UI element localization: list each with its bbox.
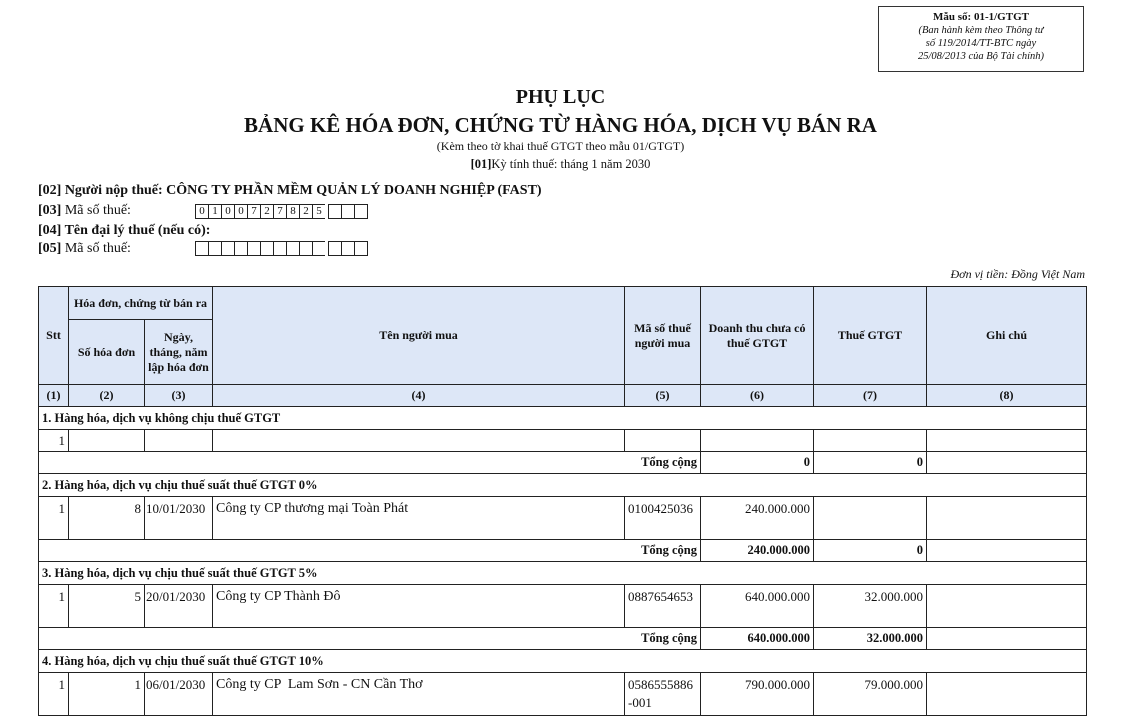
- agent-digit: [247, 241, 260, 256]
- agent-digit: [312, 241, 325, 256]
- total-vat: 0: [814, 540, 927, 562]
- agent-digit: [273, 241, 286, 256]
- taxpayer-name: [02] Người nộp thuế: CÔNG TY PHẦN MỀM QUẢN LÝ DOANH NGHIỆP (FAST): [38, 183, 542, 198]
- tax-id-digit: 2: [260, 204, 273, 219]
- cell-invoice-no: 1: [69, 673, 145, 716]
- agent-digit: [195, 241, 208, 256]
- total-row: [39, 628, 1087, 650]
- agent-digit: [286, 241, 299, 256]
- agent-tax-id-boxes: [195, 241, 368, 256]
- col-number: (6): [701, 385, 814, 407]
- header-vat: Thuế GTGT: [814, 287, 927, 385]
- cell-tax-id: [625, 430, 701, 452]
- taxpayer-tax-id-boxes: [195, 204, 368, 219]
- cell-buyer: Công ty CP Thành Đô: [213, 585, 625, 628]
- form-note-line3: 25/08/2013 của Bộ Tài chính): [918, 51, 1044, 62]
- header-invoice-date: Ngày, tháng, năm lập hóa đơn: [145, 320, 213, 385]
- total-label: Tổng cộng: [39, 628, 701, 650]
- form-code: Mẫu số: 01-1/GTGT: [933, 11, 1029, 23]
- cell-note: [927, 673, 1087, 716]
- col-number: (7): [814, 385, 927, 407]
- tax-id-digit: 0: [234, 204, 247, 219]
- cell-invoice-no: 8: [69, 497, 145, 540]
- agent-digit: [208, 241, 221, 256]
- col-number: (3): [145, 385, 213, 407]
- currency-unit: Đơn vị tiền: Đồng Việt Nam: [950, 267, 1085, 281]
- cell-vat: 32.000.000: [814, 585, 927, 628]
- cell-stt: 1: [39, 497, 69, 540]
- cell-vat: 79.000.000: [814, 673, 927, 716]
- header-buyer-name: Tên người mua: [213, 287, 625, 385]
- tax-period: [0, 157, 1121, 172]
- col-number: (2): [69, 385, 145, 407]
- form-note-line2: số 119/2014/TT-BTC ngày: [925, 38, 1037, 49]
- col-number: (1): [39, 385, 69, 407]
- header-invoice-no: Số hóa đơn: [69, 320, 145, 385]
- agent-tax-id-text: Mã số thuế:: [61, 241, 131, 256]
- total-vat: 32.000.000: [814, 628, 927, 650]
- total-note: [927, 540, 1087, 562]
- cell-vat: [814, 430, 927, 452]
- tax-period-code: [01]: [470, 157, 492, 171]
- header-note: Ghi chú: [927, 287, 1087, 385]
- col-number: (4): [213, 385, 625, 407]
- cell-stt: 1: [39, 430, 69, 452]
- document-subtitle: BẢNG KÊ HÓA ĐƠN, CHỨNG TỪ HÀNG HÓA, DỊCH VỤ BÁN RA: [244, 113, 877, 137]
- total-label: Tổng cộng: [39, 540, 701, 562]
- agent-digit: [354, 241, 368, 256]
- total-label: Tổng cộng: [39, 452, 701, 474]
- tax-id-digit: 7: [273, 204, 286, 219]
- tax-id-digit: 0: [195, 204, 208, 219]
- cell-buyer: Công ty CP thương mại Toàn Phát: [213, 497, 625, 540]
- tax-agent-name: [04] Tên đại lý thuế (nếu có):: [38, 223, 211, 238]
- tax-id-digit: 8: [286, 204, 299, 219]
- cell-buyer: [213, 430, 625, 452]
- invoice-table: [38, 286, 1087, 716]
- total-row: [39, 452, 1087, 474]
- tax-id-text: Mã số thuế:: [61, 203, 131, 218]
- tax-id-digit: 0: [221, 204, 234, 219]
- cell-tax-id: 0887654653: [625, 585, 701, 628]
- table-row: [39, 430, 1087, 452]
- agent-digit: [299, 241, 312, 256]
- tax-id-digit: 5: [312, 204, 325, 219]
- total-vat: 0: [814, 452, 927, 474]
- form-code-box: [878, 6, 1084, 72]
- tax-id-code: [03]: [38, 203, 62, 218]
- cell-buyer: Công ty CP Lam Sơn - CN Cần Thơ: [213, 673, 625, 716]
- total-note: [927, 452, 1087, 474]
- total-revenue: 240.000.000: [701, 540, 814, 562]
- agent-digit: [328, 241, 341, 256]
- cell-date: 20/01/2030: [145, 585, 213, 628]
- cell-revenue: [701, 430, 814, 452]
- tax-id-digit: 1: [208, 204, 221, 219]
- cell-date: 06/01/2030: [145, 673, 213, 716]
- tax-period-text: Kỳ tính thuế: tháng 1 năm 2030: [491, 157, 651, 171]
- header-invoice-group: Hóa đơn, chứng từ bán ra: [69, 287, 213, 320]
- total-revenue: 640.000.000: [701, 628, 814, 650]
- section-title: 3. Hàng hóa, dịch vụ chịu thuế suất thuế GTGT 5%: [39, 562, 1087, 585]
- cell-note: [927, 430, 1087, 452]
- table-row: [39, 673, 1087, 716]
- agent-digit: [234, 241, 247, 256]
- cell-date: 10/01/2030: [145, 497, 213, 540]
- total-revenue: 0: [701, 452, 814, 474]
- agent-digit: [221, 241, 234, 256]
- cell-stt: 1: [39, 585, 69, 628]
- tax-id-digit: 2: [299, 204, 312, 219]
- tax-id-digit: 7: [247, 204, 260, 219]
- header-revenue: Doanh thu chưa có thuế GTGT: [701, 287, 814, 385]
- cell-note: [927, 497, 1087, 540]
- cell-invoice-no: 5: [69, 585, 145, 628]
- attachment-note: (Kèm theo tờ khai thuế GTGT theo mẫu 01/GTGT): [436, 139, 685, 153]
- cell-note: [927, 585, 1087, 628]
- tax-id-digit: [328, 204, 341, 219]
- cell-stt: 1: [39, 673, 69, 716]
- col-number: (8): [927, 385, 1087, 407]
- cell-date: [145, 430, 213, 452]
- tax-id-digit: [354, 204, 368, 219]
- section-title: 4. Hàng hóa, dịch vụ chịu thuế suất thuế GTGT 10%: [39, 650, 1087, 673]
- col-number: (5): [625, 385, 701, 407]
- taxpayer-tax-id-label: [38, 203, 131, 219]
- cell-vat: [814, 497, 927, 540]
- cell-tax-id: 0100425036: [625, 497, 701, 540]
- agent-digit: [341, 241, 354, 256]
- form-note-line1: (Ban hành kèm theo Thông tư: [918, 25, 1044, 36]
- total-note: [927, 628, 1087, 650]
- cell-revenue: 790.000.000: [701, 673, 814, 716]
- table-row: [39, 497, 1087, 540]
- section-title: 2. Hàng hóa, dịch vụ chịu thuế suất thuế GTGT 0%: [39, 474, 1087, 497]
- agent-digit: [260, 241, 273, 256]
- cell-invoice-no: [69, 430, 145, 452]
- document-title: PHỤ LỤC: [515, 86, 606, 108]
- agent-tax-id-code: [05]: [38, 241, 62, 256]
- cell-revenue: 640.000.000: [701, 585, 814, 628]
- header-stt: Stt: [39, 287, 69, 385]
- tax-id-digit: [341, 204, 354, 219]
- total-row: [39, 540, 1087, 562]
- table-row: [39, 585, 1087, 628]
- cell-revenue: 240.000.000: [701, 497, 814, 540]
- section-title: 1. Hàng hóa, dịch vụ không chịu thuế GTGT: [39, 407, 1087, 430]
- agent-tax-id-label: [38, 241, 131, 257]
- cell-tax-id: 0586555886-001: [625, 673, 701, 716]
- header-buyer-tax-id: Mã số thuế người mua: [625, 287, 701, 385]
